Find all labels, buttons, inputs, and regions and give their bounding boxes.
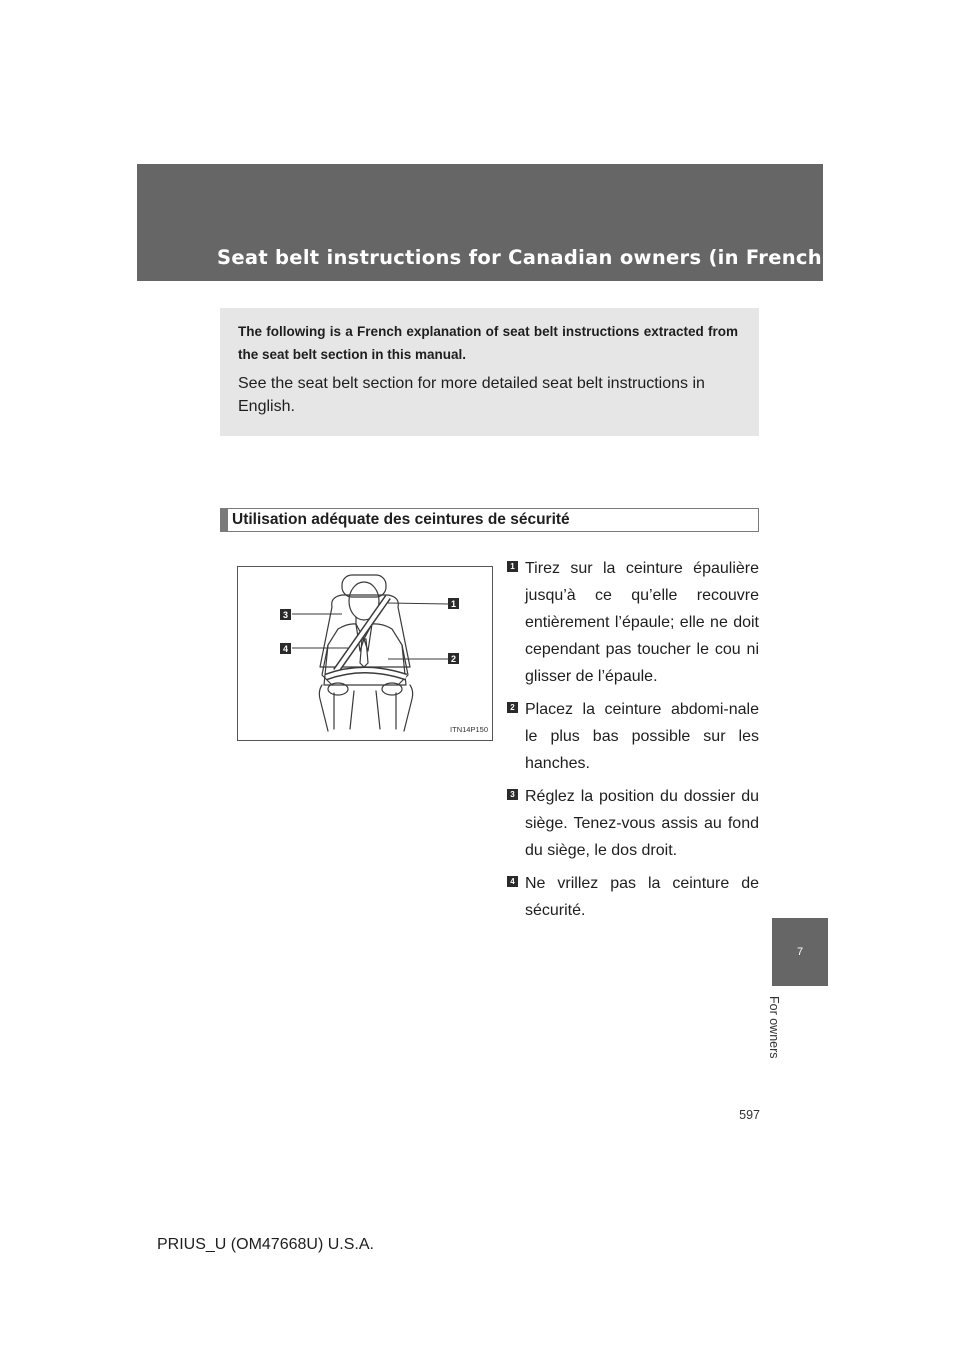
callout-3 xyxy=(280,609,291,620)
callout-1-text: 1 xyxy=(450,599,457,609)
seat-cushion-shape xyxy=(319,685,412,731)
chapter-label-text: For owners xyxy=(767,996,781,1059)
step-item xyxy=(507,555,759,690)
callout-4 xyxy=(280,643,291,654)
step-item xyxy=(507,870,759,924)
step-item xyxy=(507,783,759,864)
step-badge: 1 xyxy=(507,561,518,572)
chapter-label xyxy=(767,996,791,1076)
step-badge: 4 xyxy=(507,876,518,887)
section-heading-text: Utilisation adéquate des ceintures de sécurité xyxy=(232,511,570,528)
arms-shape xyxy=(322,645,408,685)
intro-box xyxy=(220,308,759,436)
step-text: Ne vrillez pas la ceinture de sécurité. xyxy=(525,875,759,919)
callout-3-text: 3 xyxy=(282,610,289,620)
callout-2-text: 2 xyxy=(450,654,457,664)
seated-person-drawing xyxy=(238,567,492,740)
seat-belt-illustration xyxy=(237,566,493,741)
page-number: 597 xyxy=(739,1108,760,1122)
section-heading xyxy=(220,508,759,532)
figure-code: ITN14P150 xyxy=(450,725,488,734)
intro-bold-text: The following is a French explanation of seat belt instructions extracted from the seat belt section in this manual. xyxy=(238,324,738,362)
callout-1 xyxy=(448,598,459,609)
tie-shape xyxy=(360,639,368,667)
step-badge: 3 xyxy=(507,789,518,800)
callout-4-text: 4 xyxy=(282,644,289,654)
step-text: Tirez sur la ceinture épaulière jusqu’à ce qu’elle recouvre entièrement l’épaule; elle ne doit cependant pas toucher le cou ni glisser de l’épaule. xyxy=(525,560,759,685)
callout-2 xyxy=(448,653,459,664)
step-text: Réglez la position du dossier du siège. Tenez-vous assis au fond du siège, le dos droit. xyxy=(525,788,759,859)
leader-line-1 xyxy=(388,603,448,604)
chapter-number: 7 xyxy=(796,946,804,958)
chapter-tab[interactable] xyxy=(772,918,828,986)
page-title: Seat belt instructions for Canadian owners (in French) xyxy=(217,246,832,269)
legs-shape xyxy=(334,691,396,729)
intro-normal-text: See the seat belt section for more detailed seat belt instructions in English. xyxy=(238,375,705,415)
shoulder-belt-inner xyxy=(336,597,388,671)
step-text: Placez la ceinture abdomi-nale le plus bas possible sur les hanches. xyxy=(525,701,759,772)
instruction-steps xyxy=(507,555,759,930)
footer-model-code: PRIUS_U (OM47668U) U.S.A. xyxy=(157,1236,374,1253)
headrest-shape xyxy=(342,575,386,597)
step-badge: 2 xyxy=(507,702,518,713)
step-item xyxy=(507,696,759,777)
